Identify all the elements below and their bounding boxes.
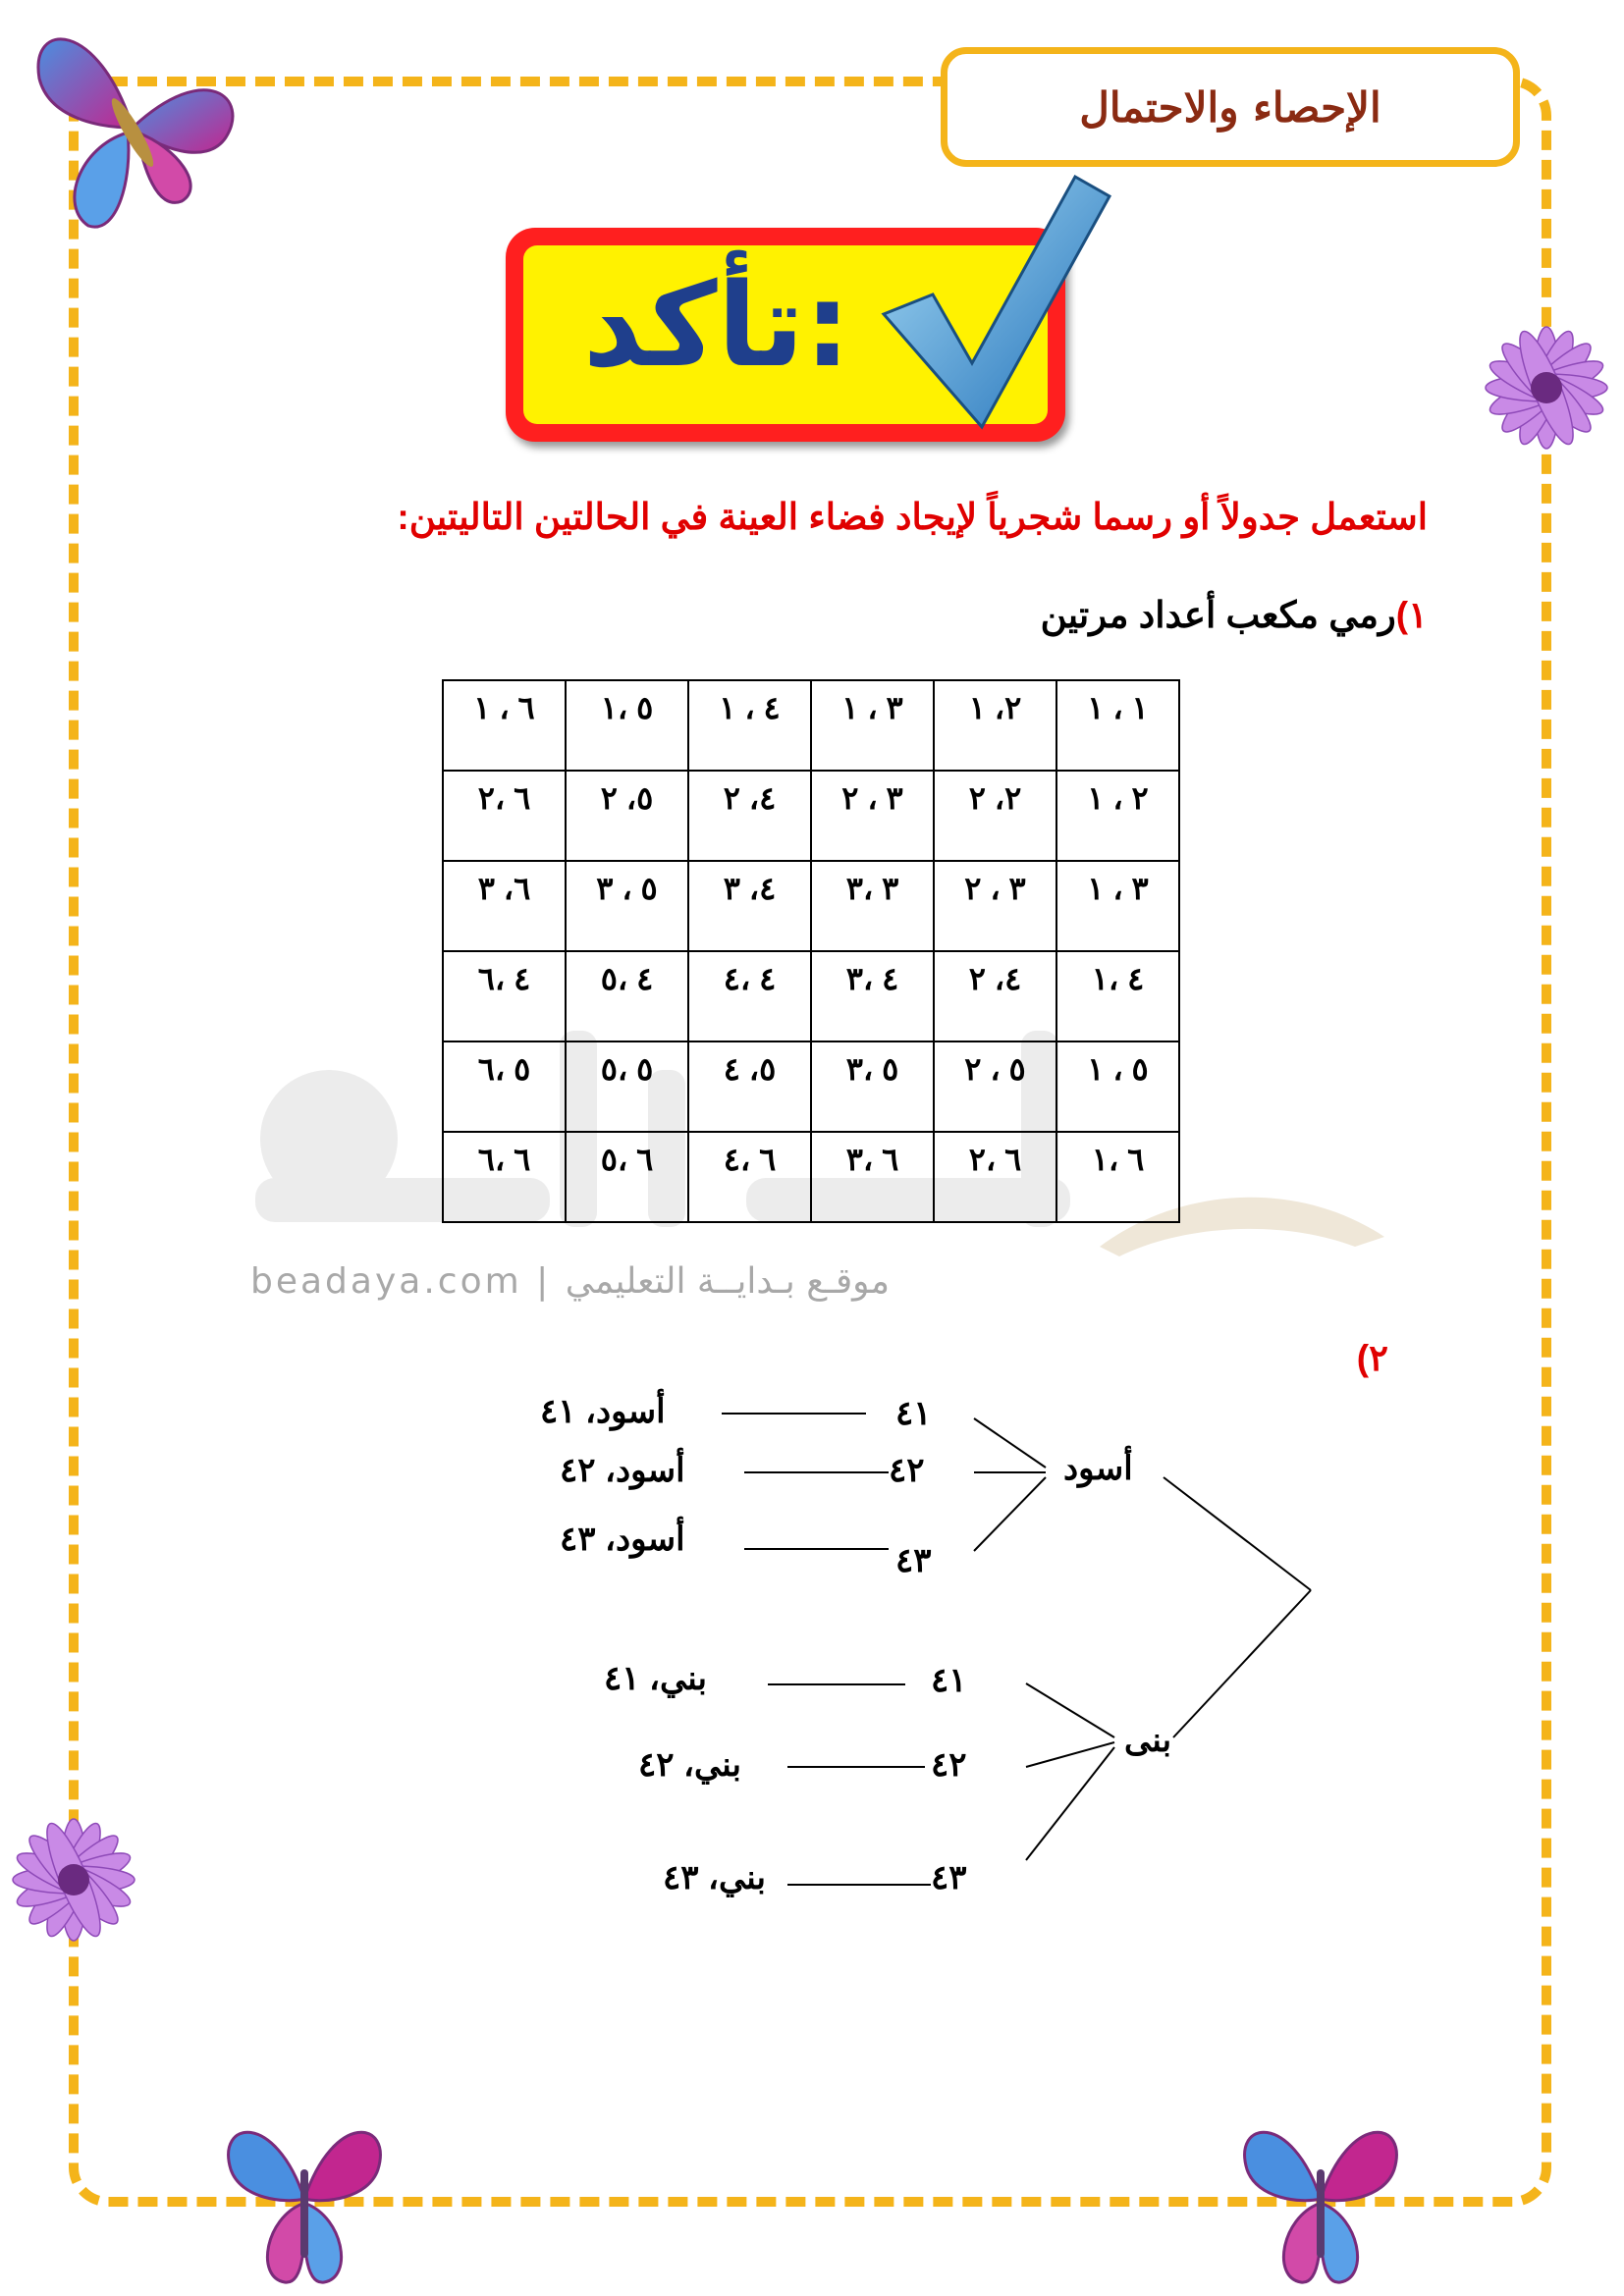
tree-node-black: أسود [1063,1450,1133,1487]
table-cell: ٥ ،٣ [811,1041,934,1132]
table-cell: ٤ ،٦ [443,951,566,1041]
watermark-text: beadaya.com | موقـع بـدايــة التعليمي [250,1261,891,1302]
tree-outcome: أسود، ٤١ [540,1393,666,1430]
tree-node-size: ٤٣ [895,1542,932,1579]
table-cell: ٤ ،١ [1056,951,1179,1041]
table-cell: ٤ ، ١ [688,680,811,771]
table-cell: ٤، ٢ [688,771,811,861]
table-cell: ٥ ،٦ [443,1041,566,1132]
table-cell: ٥، ٢ [566,771,688,861]
table-cell: ٦ ،٤ [688,1132,811,1222]
table-cell: ٢، ٢ [934,771,1056,861]
table-cell: ٥ ،١ [566,680,688,771]
tree-node-size: ٤١ [895,1395,932,1432]
table-cell: ٤ ،٤ [688,951,811,1041]
table-cell: ٦ ،٢ [443,771,566,861]
tree-node-size: ٤١ [931,1662,967,1699]
tree-outcome: أسود، ٤٢ [560,1452,685,1489]
banner-title: تأكد: [582,257,851,393]
table-cell: ٣ ،٣ [811,861,934,951]
tree-node-brown: بنى [1124,1722,1172,1759]
table-cell: ٦ ،٥ [566,1132,688,1222]
table-cell: ٦ ، ١ [443,680,566,771]
question-text: رمي مكعب أعداد مرتين [1040,595,1396,635]
tree-node-size: ٤٢ [931,1746,967,1784]
table-cell: ٣ ، ١ [1056,861,1179,951]
table-cell: ٣ ، ٢ [934,861,1056,951]
question-number: ١) [1395,595,1428,635]
table-cell: ٥ ، ١ [1056,1041,1179,1132]
tree-outcome: أسود، ٤٣ [560,1521,685,1558]
tree-node-size: ٤٣ [931,1859,967,1896]
table-cell: ٦ ،٢ [934,1132,1056,1222]
section-title: الإحصاء والاحتمال [1079,82,1381,132]
tree-outcome: بني، ٤٢ [638,1746,742,1784]
table-cell: ٥ ،٥ [566,1041,688,1132]
table-cell: ٤ ،٥ [566,951,688,1041]
instruction-text: استعمل جدولاً أو رسما شجرياً لإيجاد فضاء العينة في الحالتين التاليتين: [397,497,1428,537]
question-2-number: ٢) [1356,1338,1388,1378]
table-cell: ٢، ١ [934,680,1056,771]
table-cell: ٦، ٣ [443,861,566,951]
table-cell: ٥ ، ٢ [934,1041,1056,1132]
table-cell: ٥، ٤ [688,1041,811,1132]
table-cell: ٣ ، ٢ [811,771,934,861]
table-cell: ٦ ،٣ [811,1132,934,1222]
tree-outcome: بني، ٤١ [604,1660,708,1697]
table-cell: ٦ ،١ [1056,1132,1179,1222]
table-cell: ٦ ،٦ [443,1132,566,1222]
table-cell: ٤، ٣ [688,861,811,951]
table-cell: ٥ ، ٣ [566,861,688,951]
table-cell: ٤ ،٣ [811,951,934,1041]
table-cell: ١ ، ١ [1056,680,1179,771]
tree-node-size: ٤٢ [889,1452,925,1489]
tree-outcome: بني، ٤٣ [663,1859,767,1896]
table-cell: ٣ ، ١ [811,680,934,771]
table-cell: ٢ ، ١ [1056,771,1179,861]
table-cell: ٤، ٢ [934,951,1056,1041]
